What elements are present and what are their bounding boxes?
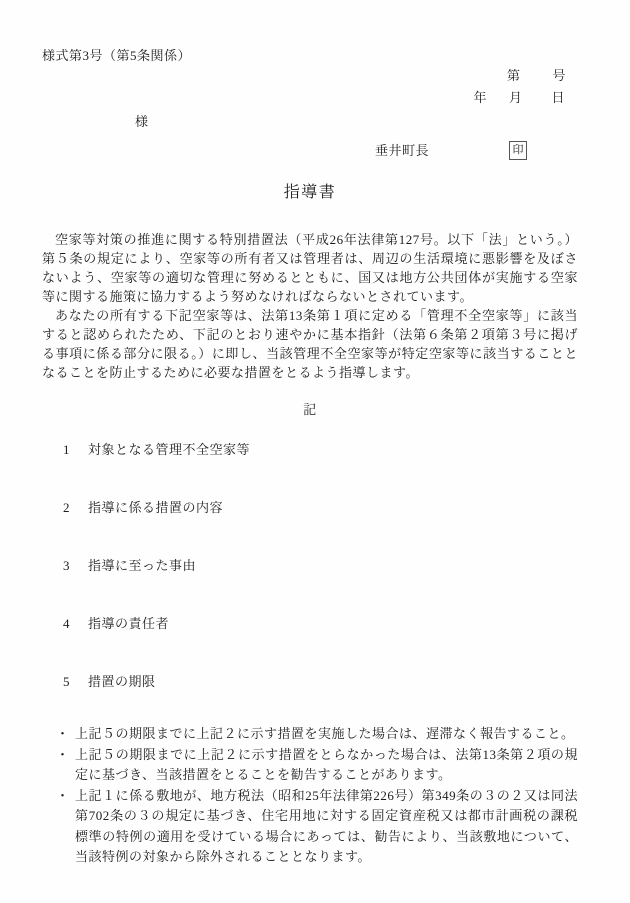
note-item <box>42 724 578 745</box>
list-item <box>42 614 578 633</box>
bullet-icon: ・ <box>56 746 70 762</box>
list-item <box>42 498 578 517</box>
item-number: 1 <box>63 442 70 457</box>
document-number-line <box>42 66 578 85</box>
page-title: 指導書 <box>283 184 337 201</box>
issuer-line <box>42 140 578 160</box>
bullet-icon: ・ <box>56 787 70 803</box>
item-label: 指導の責任者 <box>88 616 170 631</box>
item-number: 2 <box>63 500 70 515</box>
date-month-label: 月 <box>508 90 523 105</box>
note-item <box>42 786 578 868</box>
item-label: 措置の期限 <box>88 674 156 689</box>
addressee-honorific: 様 <box>135 114 149 129</box>
list-item <box>42 440 578 459</box>
item-label: 指導に至った事由 <box>88 558 197 573</box>
paragraph-1: 空家等対策の推進に関する特別措置法（平成26年法律第127号。以下「法」という。）第５条の規定により、空家等の所有者又は管理者は、周辺の生活環境に悪影響を及ぼさないよう、空家等の適切な管理に努めるとともに、国又は地方公共団体が実施する空家等に関する施策に協力するよう努めなければならないとされています。 <box>42 232 578 304</box>
note-item <box>42 745 578 786</box>
note-text: 上記５の期限までに上記２に示す措置をとらなかった場合は、法第13条第２項の規定に基づき、当該措置をとることを勧告することがあります。 <box>75 746 578 782</box>
list-item <box>42 556 578 575</box>
doc-number-suffix: 号 <box>552 68 566 83</box>
numbered-items <box>42 440 578 691</box>
date-year-label: 年 <box>473 90 487 105</box>
note-text: 上記１に係る敷地が、地方税法（昭和25年法律第226号）第349条の３の２又は同法第702条の３の規定に基づき、住宅用地に対する固定資産税又は都市計画税の課税標準の特例の適用を受けている場合にあっては、勧告により、当該敷地について、当該特例の対象から除外されることとなります。 <box>75 787 578 864</box>
seal-box: 印 <box>509 141 527 160</box>
doc-number-prefix: 第 <box>506 68 521 83</box>
issuer-title: 垂井町長 <box>375 142 430 158</box>
item-label: 指導に係る措置の内容 <box>88 500 224 515</box>
body-text <box>42 230 578 382</box>
item-number: 5 <box>63 674 70 689</box>
note-text: 上記５の期限までに上記２に示す措置を実施した場合は、遅滞なく報告すること。 <box>75 726 575 741</box>
bullet-icon: ・ <box>56 726 70 741</box>
form-number: 様式第3号（第5条関係） <box>42 48 192 63</box>
section-marker: 記 <box>303 402 317 417</box>
item-number: 3 <box>63 558 70 573</box>
date-day-label: 日 <box>551 90 565 105</box>
addressee-line <box>42 112 578 131</box>
item-number: 4 <box>63 616 70 631</box>
item-label: 対象となる管理不全空家等 <box>88 442 251 457</box>
list-item <box>42 672 578 691</box>
date-line <box>42 88 578 107</box>
footnotes <box>42 724 578 868</box>
paragraph-2: あなたの所有する下記空家等は、法第13条第１項に定める「管理不全空家等」に該当すると認められたため、下記のとおり速やかに基本指針（法第６条第２項第３号に掲げる事項に係る部分に限る。）に即し、当該管理不全空家等が特定空家等に該当することとなることを防止するために必要な措置をとるよう指導します。 <box>42 308 578 380</box>
